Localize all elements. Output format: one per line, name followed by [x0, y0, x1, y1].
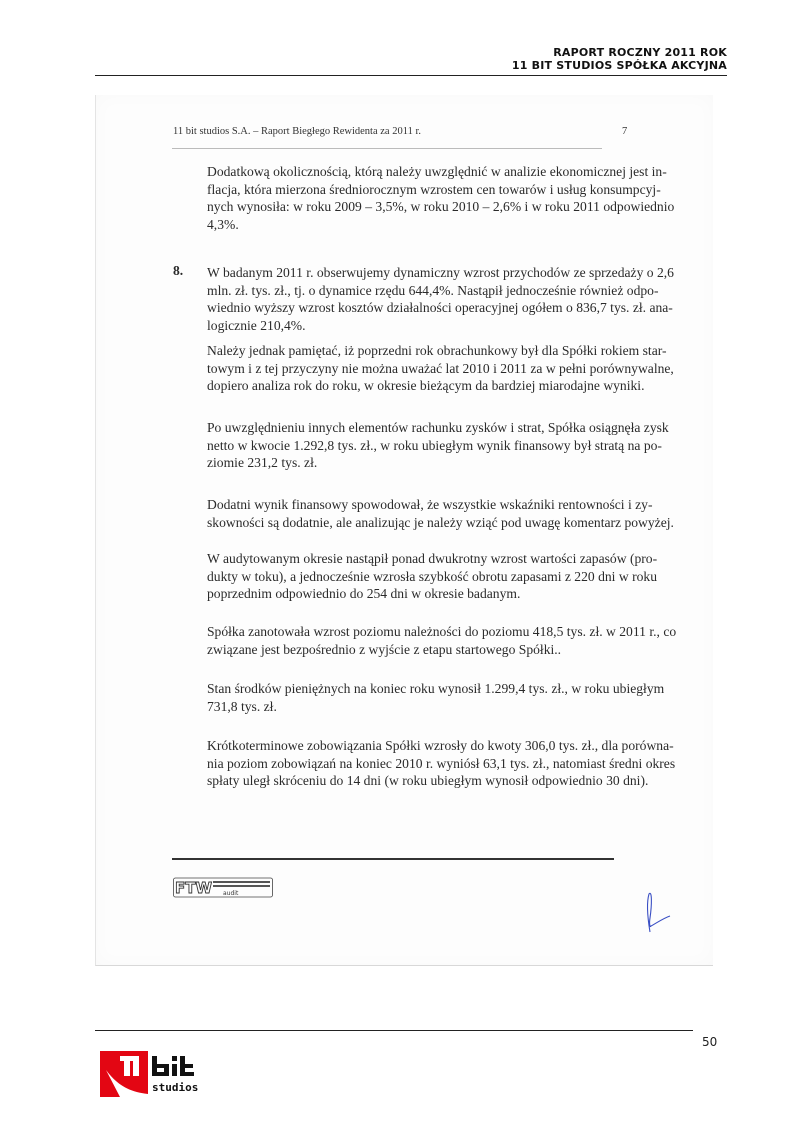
- signature: [640, 890, 680, 940]
- svg-text:audit: audit: [223, 890, 239, 897]
- svg-text:studios: studios: [152, 1081, 199, 1094]
- company-name: 11 BIT STUDIOS SPÓŁKA AKCYJNA: [511, 58, 727, 72]
- text-line: skowności są dodatnie, ale analizując je należy wziąć pod uwagę komentarz powyżej.: [207, 514, 674, 530]
- text-line: logicznie 210,4%.: [207, 317, 306, 333]
- text-line: nia poziom zobowiązań na koniec 2010 r. wyniósł 63,1 tys. zł., natomiast średni okres: [207, 755, 676, 771]
- paragraph: [207, 496, 674, 531]
- text-line: związane jest bezpośrednio z wyjście z etapu startowego Spółki..: [207, 641, 562, 657]
- text-line: poprzednim odpowiednio do 254 dni w okresie badanym.: [207, 586, 521, 602]
- text-line: nych wynosiła: w roku 2009 – 3,5%, w roku 2010 – 2,6% i w roku 2011 odpowiednio: [207, 199, 675, 215]
- page-number: 50: [702, 1035, 718, 1049]
- running-header-divider: [172, 148, 602, 149]
- company-logo: [100, 1048, 226, 1105]
- text-line: Po uwzględnieniu innych elementów rachunku zysków i strat, Spółka osiągnęła zysk: [207, 420, 669, 435]
- text-line: 4,3%.: [207, 216, 239, 232]
- section-number: 8.: [173, 263, 184, 278]
- paragraph: [207, 264, 674, 334]
- text-line: netto w kwocie 1.292,8 tys. zł., w roku ubiegłym wynik finansowy był stratą na po-: [207, 437, 662, 453]
- text-line: W badanym 2011 r. obserwujemy dynamiczny wzrost przychodów ze sprzedaży o 2,6: [207, 265, 674, 280]
- report-title: RAPORT ROCZNY 2011 ROK: [553, 46, 727, 59]
- paragraph: [207, 163, 675, 233]
- header-divider: [95, 75, 727, 76]
- paragraph: [207, 342, 674, 395]
- paragraph: [207, 550, 658, 603]
- paragraph: [207, 419, 669, 472]
- text-line: mln. zł. tys. zł., tj. o dynamice rzędu 644,4%. Nastąpił jednocześnie również odpo-: [207, 282, 659, 298]
- text-line: Dodatkową okolicznością, którą należy uwzględnić w analizie ekonomicznej jest in-: [207, 164, 667, 179]
- auditor-logo: [173, 876, 273, 905]
- text-line: ziomie 231,2 tys. zł.: [207, 455, 318, 471]
- scan-footer-divider: [172, 858, 614, 860]
- report-header: [512, 47, 727, 72]
- text-line: wiednio wyższy wzrost kosztów działalności operacyjnej ogółem o 836,7 tys. zł. ana-: [207, 300, 673, 316]
- text-line: dopiero analiza rok do roku, w okresie bieżącym da bardziej miarodajne wyniki.: [207, 378, 645, 394]
- text-line: 731,8 tys. zł.: [207, 698, 277, 714]
- running-header: 11 bit studios S.A. – Raport Biegłego Rewidenta za 2011 r.: [173, 126, 421, 137]
- text-line: Dodatni wynik finansowy spowodował, że wszystkie wskaźniki rentowności i zy-: [207, 497, 653, 512]
- paragraph: [207, 737, 676, 790]
- text-line: Spółka zanotowała wzrost poziomu należności do poziomu 418,5 tys. zł. w 2011 r., co: [207, 624, 677, 639]
- paragraph: [207, 680, 665, 715]
- text-line: W audytowanym okresie nastąpił ponad dwukrotny wzrost wartości zapasów (pro-: [207, 551, 658, 566]
- text-line: dukty w toku), a jednocześnie wzrosła szybkość obrotu zapasami z 220 dni w roku: [207, 568, 657, 584]
- paragraph: [207, 623, 677, 658]
- text-line: spłaty uległ skróceniu do 14 dni (w roku ubiegłym wynosił odpowiednio 30 dni).: [207, 773, 649, 789]
- svg-text:FTW: FTW: [175, 879, 213, 897]
- text-line: flacja, która mierzona średniorocznym wzrostem cen towarów i usług konsumpcyj-: [207, 181, 661, 197]
- text-line: towym i z tej przyczyny nie można uważać lat 2010 i 2011 za w pełni porównywalne,: [207, 360, 674, 376]
- text-line: Krótkoterminowe zobowiązania Spółki wzrosły do kwoty 306,0 tys. zł., dla porówna-: [207, 738, 674, 753]
- text-line: Należy jednak pamiętać, iż poprzedni rok obrachunkowy był dla Spółki rokiem star-: [207, 343, 667, 358]
- footer-divider: [95, 1030, 693, 1031]
- scan-page-number: 7: [622, 126, 628, 137]
- text-line: Stan środków pieniężnych na koniec roku wynosił 1.299,4 tys. zł., w roku ubiegłym: [207, 681, 665, 696]
